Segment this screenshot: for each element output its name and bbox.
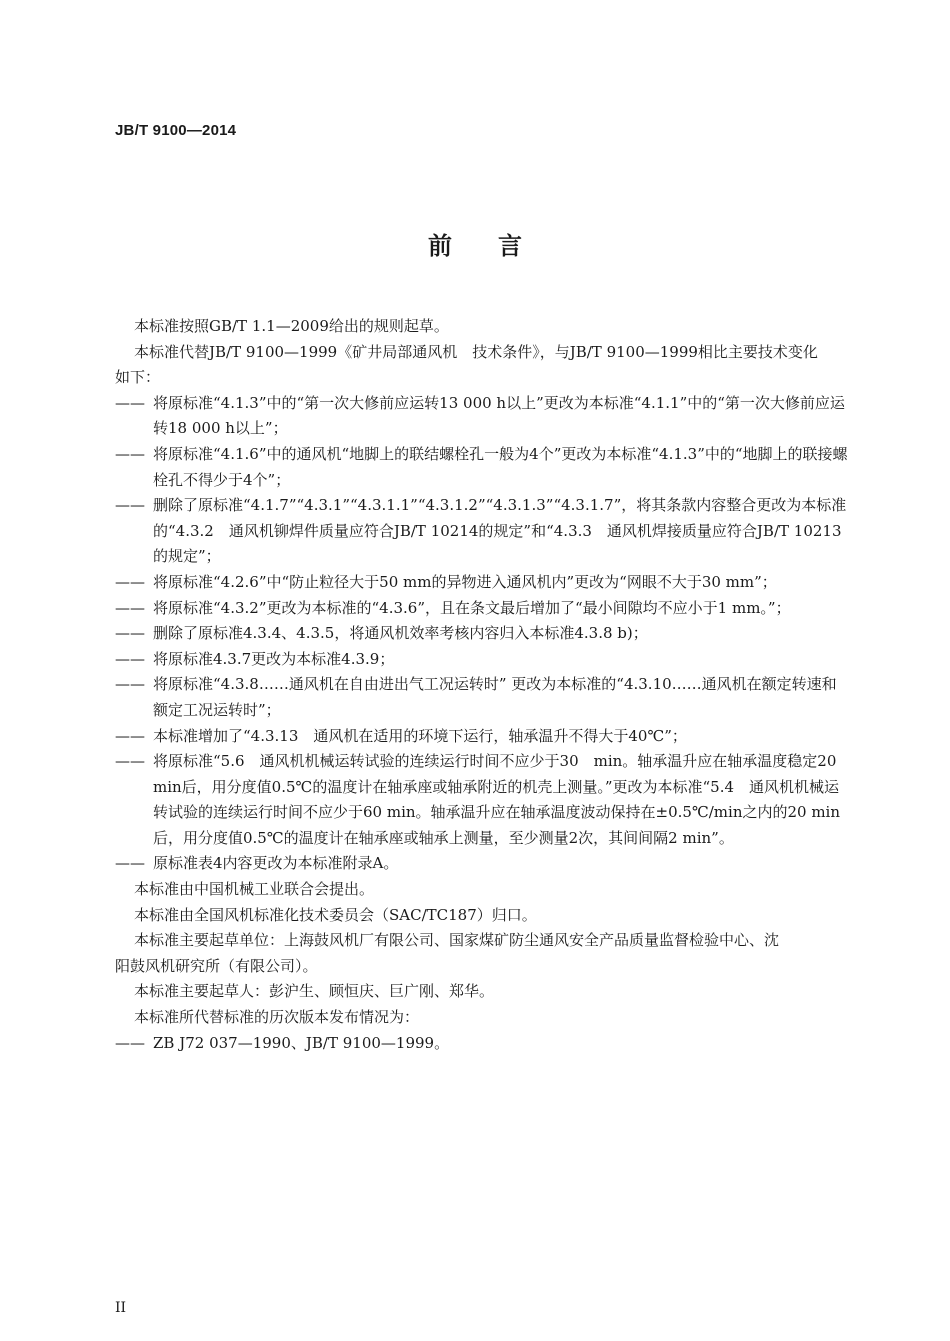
list-item: —— 将原标准“5.6 通风机机械运转试验的连续运行时间不应少于30 min。轴承温升应在轴承温度稳定20 min后，用分度值0.5℃的温度计在轴承座或轴承附近的机壳上测量。”更改为本标准“5.4 通风机机械运转试验的连续运行时间不应少于60 min。轴承温升应在轴承温度波动保持在±0.5℃/min之内的20 min后，用分度值0.5℃的温度计在轴承座或轴承上测量，至少测量2次，其间间隔2 min”。 [115, 752, 841, 847]
list-item: —— 将原标准4.3.7更改为本标准4.3.9； [115, 649, 395, 668]
paragraph-history-intro: 本标准所代替标准的历次版本发布情况为： [134, 1008, 420, 1027]
list-item: —— 原标准表4内容更改为本标准附录A。 [115, 854, 399, 873]
page-title [0, 226, 950, 261]
list-item: —— 删除了原标准“4.1.7”“4.3.1”“4.3.1.1”“4.3.1.2”“4.3.1.3”“4.3.1.7”，将其条款内容整合更改为本标准的“4.3.2 通风机铆焊件质量应符合JB/T 10214的规定”和“4.3.3 通风机焊接质量应符合JB/T 10213的规定”； [115, 496, 847, 566]
paragraph-replacement-line1: 本标准代替JB/T 9100—1999《矿井局部通风机 技术条件》，与JB/T 9100—1999相比主要技术变化 [134, 342, 818, 361]
paragraph-drafting-units [115, 928, 850, 979]
list-item: —— 本标准增加了“4.3.13 通风机在适用的环境下运行，轴承温升不得大于40℃”； [115, 726, 687, 745]
list-item: —— 删除了原标准4.3.4、4.3.5，将通风机效率考核内容归入本标准4.3.8 b)； [115, 624, 648, 643]
list-item: —— 将原标准“4.2.6”中“防止粒径大于50 mm的异物进入通风机内”更改为“网眼不大于30 mm”； [115, 572, 777, 591]
standard-code: JB/T 9100—2014 [115, 122, 237, 139]
paragraph-drafting-units-line2: 阳鼓风机研究所（有限公司）。 [115, 956, 318, 975]
foreword-body [115, 314, 850, 1056]
paragraph-replacement-line2: 如下： [115, 368, 161, 387]
page-number: II [115, 1300, 127, 1316]
paragraph-replacement [115, 340, 850, 391]
title-char-1: 前 [428, 232, 452, 260]
paragraph-committee: 本标准由全国风机标准化技术委员会（SAC/TC187）归口。 [134, 905, 537, 924]
history-item: —— ZB J72 037—1990、JB/T 9100—1999。 [115, 1033, 450, 1052]
list-item: —— 将原标准“4.3.8……通风机在自由进出气工况运转时” 更改为本标准的“4.3.10……通风机在额定转速和额定工况运转时”； [115, 675, 837, 719]
list-item: —— 将原标准“4.1.6”中的通风机“地脚上的联结螺栓孔一般为4个”更改为本标准“4.1.3”中的“地脚上的联接螺栓孔不得少于4个”； [115, 444, 848, 489]
paragraph-drafting-units-line1: 本标准主要起草单位：上海鼓风机厂有限公司、国家煤矿防尘通风安全产品质量监督检验中心、沈 [134, 931, 780, 950]
paragraph-drafting-rules: 本标准按照GB/T 1.1—2009给出的规则起草。 [134, 317, 449, 335]
list-item: —— 将原标准“4.3.2”更改为本标准的“4.3.6”，且在条文最后增加了“最小间隙均不应小于1 mm。”； [115, 598, 791, 617]
paragraph-drafters: 本标准主要起草人：彭沪生、顾恒庆、巨广刚、郑华。 [134, 982, 495, 1001]
change-list [115, 391, 850, 877]
paragraph-proposer: 本标准由中国机械工业联合会提出。 [134, 880, 375, 899]
title-char-2: 言 [498, 232, 522, 260]
list-item: —— 将原标准“4.1.3”中的“第一次大修前应运转13 000 h以上”更改为本标准“4.1.1”中的“第一次大修前应运转18 000 h以上”； [115, 393, 845, 438]
